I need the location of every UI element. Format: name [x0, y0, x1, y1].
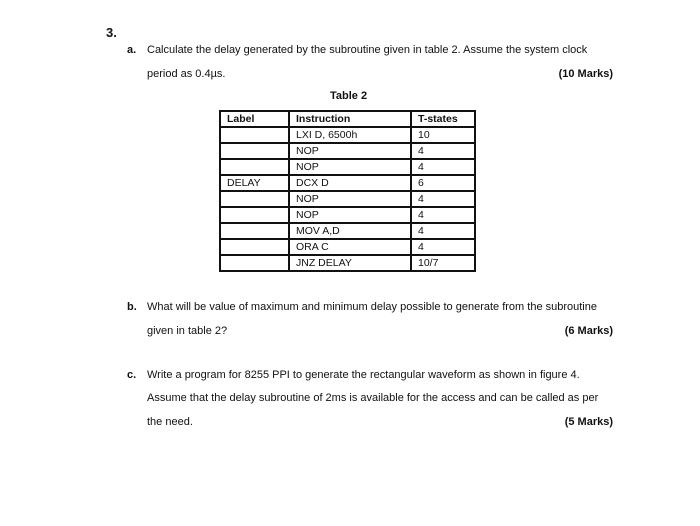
- cell-t-states: 10: [411, 127, 475, 143]
- cell-instruction: MOV A,D: [289, 223, 411, 239]
- cell-t-states: 4: [411, 207, 475, 223]
- cell-t-states: 4: [411, 239, 475, 255]
- part-c-line-3: the need.: [147, 416, 193, 428]
- part-b-marks: (6 Marks): [564, 325, 613, 337]
- cell-instruction: NOP: [289, 191, 411, 207]
- table-row: [220, 239, 475, 255]
- part-c-line-1: Write a program for 8255 PPI to generate the rectangular waveform as shown in figure 4.: [147, 369, 580, 381]
- table-caption: Table 2: [330, 90, 368, 102]
- table-row: [220, 143, 475, 159]
- part-a-letter: a.: [127, 44, 137, 56]
- table-row: [220, 191, 475, 207]
- table-row: [220, 223, 475, 239]
- header-label: Label: [220, 111, 289, 127]
- cell-instruction: DCX D: [289, 175, 411, 191]
- cell-t-states: 4: [411, 223, 475, 239]
- cell-label: [220, 207, 289, 223]
- part-a-line-1: Calculate the delay generated by the subroutine given in table 2. Assume the system clock: [147, 44, 588, 56]
- cell-t-states: 4: [411, 143, 475, 159]
- table-header-row: [220, 111, 475, 127]
- cell-instruction: NOP: [289, 207, 411, 223]
- cell-label: [220, 159, 289, 175]
- table-row: [220, 175, 475, 191]
- cell-t-states: 4: [411, 191, 475, 207]
- table-2: [219, 110, 476, 272]
- cell-t-states: 10/7: [411, 255, 475, 271]
- cell-instruction: LXI D, 6500h: [289, 127, 411, 143]
- cell-label: [220, 143, 289, 159]
- question-number: 3.: [106, 25, 117, 40]
- cell-t-states: 6: [411, 175, 475, 191]
- cell-instruction: NOP: [289, 143, 411, 159]
- part-c-marks: (5 Marks): [564, 416, 613, 428]
- cell-label: [220, 239, 289, 255]
- part-c-letter: c.: [127, 369, 137, 381]
- cell-instruction: ORA C: [289, 239, 411, 255]
- cell-label: [220, 255, 289, 271]
- cell-instruction: NOP: [289, 159, 411, 175]
- header-t-states: T-states: [411, 111, 475, 127]
- cell-instruction: JNZ DELAY: [289, 255, 411, 271]
- cell-label: DELAY: [220, 175, 289, 191]
- part-a-line-2: period as 0.4µs.: [147, 68, 226, 80]
- cell-label: [220, 127, 289, 143]
- table-row: [220, 255, 475, 271]
- cell-label: [220, 191, 289, 207]
- part-b-letter: b.: [127, 301, 137, 313]
- part-b-line-2: given in table 2?: [147, 325, 228, 337]
- table-row: [220, 159, 475, 175]
- header-instruction: Instruction: [289, 111, 411, 127]
- table-row: [220, 207, 475, 223]
- part-c-line-2: Assume that the delay subroutine of 2ms is available for the access and can be called as per: [147, 392, 599, 404]
- table-row: [220, 127, 475, 143]
- part-b-line-1: What will be value of maximum and minimum delay possible to generate from the subroutine: [147, 301, 597, 313]
- cell-t-states: 4: [411, 159, 475, 175]
- cell-label: [220, 223, 289, 239]
- part-a-marks: (10 Marks): [558, 68, 613, 80]
